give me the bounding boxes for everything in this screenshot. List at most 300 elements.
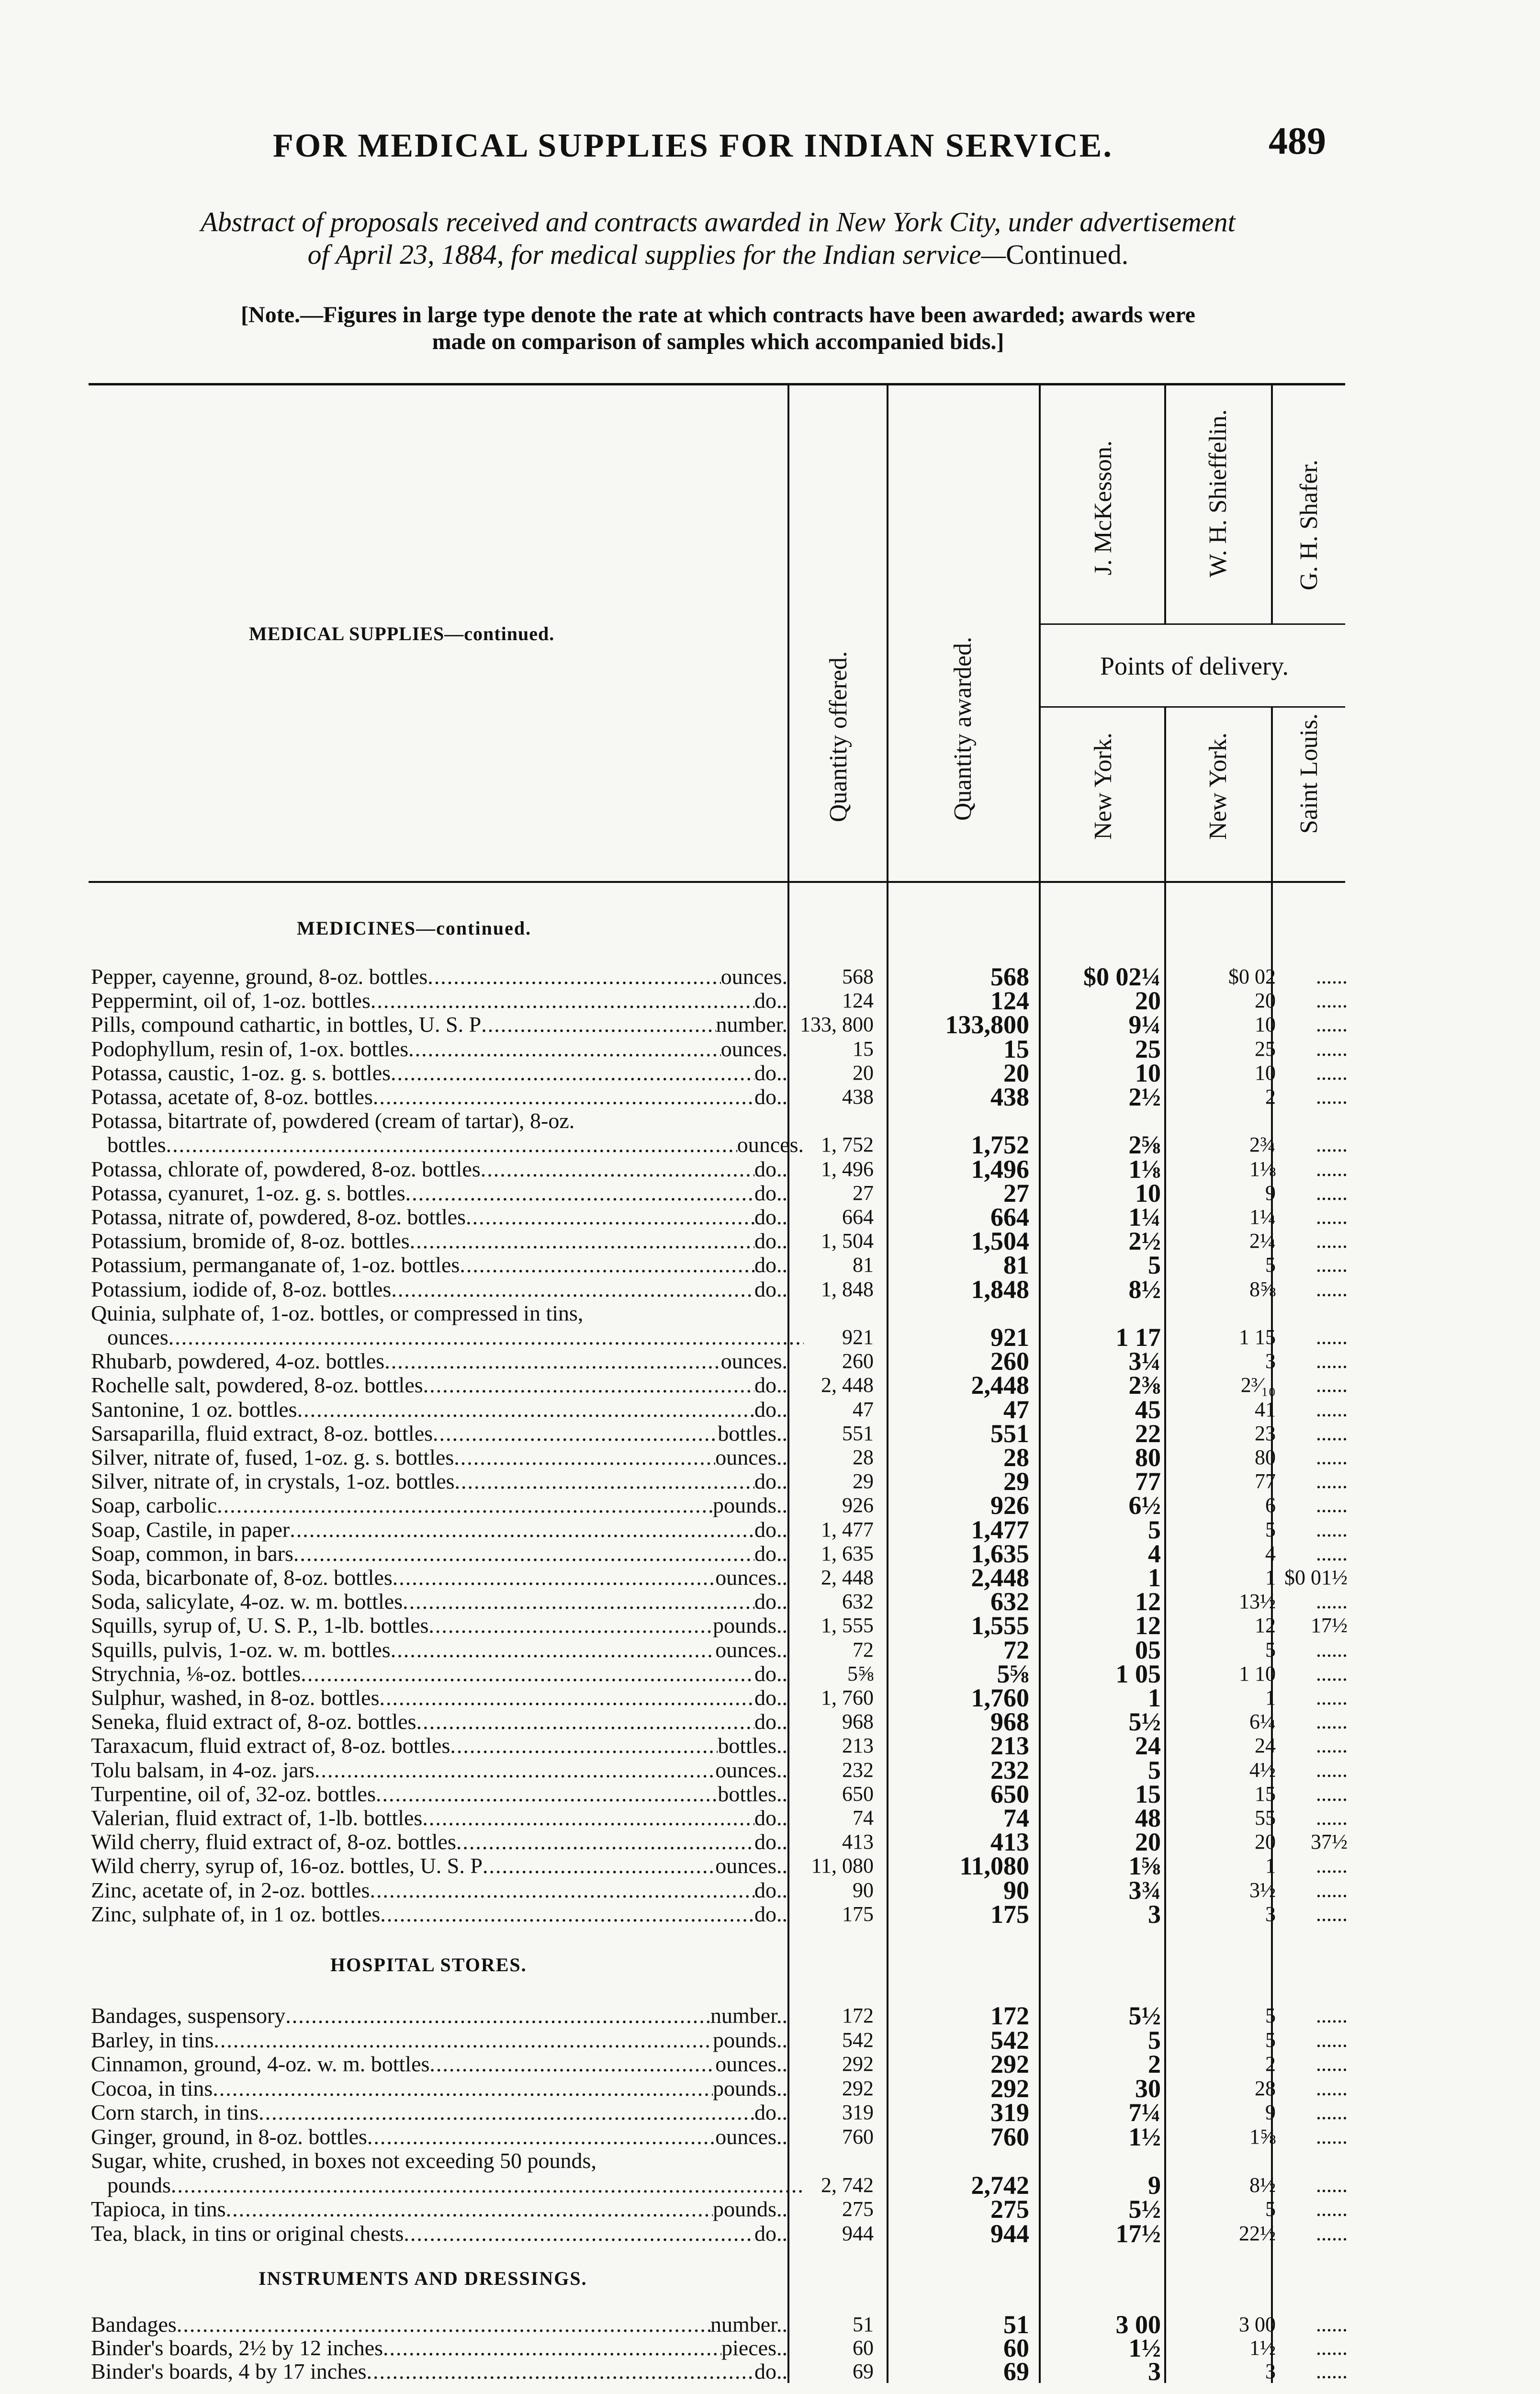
table-row bbox=[0, 1155, 1540, 1184]
price-shafer: ...... bbox=[1316, 1902, 1348, 1926]
price-mckesson: 2½ bbox=[1128, 1227, 1161, 1255]
item-name: Taraxacum, fluid extract of, 8-oz. bottles bbox=[91, 1734, 450, 1758]
item-description bbox=[91, 1229, 787, 1253]
table-row bbox=[0, 1323, 1540, 1352]
item-name: Potassium, iodide of, 8-oz. bottles bbox=[91, 1277, 392, 1301]
price-mckesson: 17½ bbox=[1115, 2219, 1161, 2248]
leader-dots bbox=[171, 2173, 804, 2197]
table-row bbox=[0, 1611, 1540, 1640]
price-shafer: ...... bbox=[1316, 1854, 1348, 1877]
item-unit: do.. bbox=[754, 1253, 787, 1277]
table-row bbox=[0, 1683, 1540, 1712]
quantity-awarded: 2,448 bbox=[971, 1371, 1029, 1400]
quantity-awarded: 81 bbox=[1003, 1251, 1029, 1279]
price-mckesson: 3 bbox=[1148, 1900, 1161, 1929]
item-name: Cocoa, in tins bbox=[91, 2077, 213, 2100]
item-unit: pounds.. bbox=[713, 1493, 787, 1517]
item-name: Strychnia, ⅛-oz. bottles bbox=[91, 1662, 301, 1686]
item-description bbox=[91, 1277, 787, 1301]
price-mckesson: 9¼ bbox=[1128, 1010, 1161, 1039]
quantity-offered-heading: Quantity offered. bbox=[825, 651, 852, 823]
item-name: Bandages, suspensory bbox=[91, 2004, 286, 2028]
item-name: Potassa, chlorate of, powdered, 8-oz. bottles bbox=[91, 1157, 481, 1181]
price-shieffelin: 1¼ bbox=[1249, 1205, 1276, 1229]
price-shafer: ...... bbox=[1316, 1445, 1348, 1469]
quantity-offered: 632 bbox=[842, 1590, 874, 1613]
item-name: Potassium, permanganate of, 1-oz. bottles bbox=[91, 1253, 460, 1277]
price-shieffelin: 20 bbox=[1255, 1830, 1276, 1853]
quantity-offered: 133, 800 bbox=[800, 1013, 874, 1036]
quantity-offered: 921 bbox=[842, 1325, 874, 1349]
table-row bbox=[0, 1491, 1540, 1520]
item-name: Rochelle salt, powdered, 8-oz. bottles bbox=[91, 1373, 423, 1397]
quantity-offered: 542 bbox=[842, 2028, 874, 2052]
price-shieffelin: 1⅝ bbox=[1249, 2125, 1276, 2148]
item-name: Pills, compound cathartic, in bottles, U. S. P bbox=[91, 1013, 482, 1037]
price-mckesson: $0 02¼ bbox=[1083, 962, 1161, 991]
price-mckesson: 1 17 bbox=[1115, 1323, 1161, 1352]
item-name: Soda, bicarbonate of, 8-oz. bottles bbox=[91, 1566, 393, 1590]
quantity-offered: 28 bbox=[853, 1445, 874, 1469]
table-row bbox=[0, 1253, 1540, 1277]
item-description bbox=[91, 989, 787, 1013]
quantity-offered: 944 bbox=[842, 2222, 874, 2245]
item-name: Soap, carbolic bbox=[91, 1493, 217, 1517]
quantity-awarded: 69 bbox=[1003, 2357, 1029, 2386]
item-name: Soap, Castile, in paper bbox=[91, 1518, 290, 1542]
table-row bbox=[0, 962, 1540, 991]
item-description bbox=[91, 1493, 787, 1517]
leader-dots bbox=[217, 1493, 713, 1517]
item-name: Sarsaparilla, fluid extract, 8-oz. bottles bbox=[91, 1422, 433, 1445]
item-description bbox=[91, 1205, 787, 1229]
price-shafer: ...... bbox=[1316, 2173, 1348, 2197]
price-mckesson: 3 00 bbox=[1115, 2310, 1161, 2339]
price-shafer: ...... bbox=[1316, 1085, 1348, 1108]
quantity-offered: 1, 504 bbox=[821, 1229, 874, 1253]
item-name: Corn starch, in tins bbox=[91, 2100, 259, 2124]
price-mckesson: 2⅜ bbox=[1128, 1371, 1161, 1400]
item-name: Turpentine, oil of, 32-oz. bottles bbox=[91, 1782, 376, 1806]
price-mckesson: 45 bbox=[1135, 1395, 1161, 1424]
quantity-offered: 124 bbox=[842, 989, 874, 1012]
item-description bbox=[91, 1590, 787, 1614]
price-mckesson: 3¼ bbox=[1128, 1347, 1161, 1376]
price-mckesson: 1⅛ bbox=[1128, 1155, 1161, 1184]
table-row bbox=[0, 2149, 1540, 2173]
table-row bbox=[0, 1515, 1540, 1544]
table-row bbox=[0, 1130, 1540, 1159]
price-shafer: ...... bbox=[1316, 1758, 1348, 1782]
price-mckesson: 30 bbox=[1135, 2074, 1161, 2103]
delivery-new-york-1: New York. bbox=[1090, 733, 1117, 840]
price-shafer: ...... bbox=[1316, 1686, 1348, 1709]
table-row bbox=[0, 1109, 1540, 1133]
quantity-offered: 1, 848 bbox=[821, 1277, 874, 1301]
table-row bbox=[0, 1806, 1540, 1830]
leader-dots bbox=[422, 1806, 754, 1830]
quantity-offered: 926 bbox=[842, 1493, 874, 1517]
item-description bbox=[91, 1686, 787, 1710]
abstract-continued: Continued. bbox=[1006, 239, 1129, 270]
leader-dots bbox=[405, 1181, 754, 1205]
price-shafer: ...... bbox=[1316, 1806, 1348, 1829]
section-instruments: INSTRUMENTS AND DRESSINGS. bbox=[259, 2268, 587, 2289]
price-shafer: ...... bbox=[1316, 965, 1348, 988]
price-shafer: ...... bbox=[1316, 1398, 1348, 1421]
price-shieffelin: 9 bbox=[1265, 2100, 1276, 2124]
quantity-awarded: 1,848 bbox=[971, 1275, 1029, 1304]
item-name: Bandages bbox=[91, 2313, 177, 2337]
quantity-awarded: 1,496 bbox=[971, 1155, 1029, 1184]
running-title: FOR MEDICAL SUPPLIES FOR INDIAN SERVICE. bbox=[273, 127, 1113, 164]
quantity-offered: 319 bbox=[842, 2100, 874, 2124]
price-shieffelin: 5 bbox=[1265, 2028, 1276, 2052]
leader-dots bbox=[456, 1830, 754, 1854]
table-row bbox=[0, 1638, 1540, 1662]
points-of-delivery-heading: Points of delivery. bbox=[1100, 652, 1289, 680]
item-unit: number. bbox=[716, 1013, 787, 1037]
price-mckesson: 9 bbox=[1148, 2171, 1161, 2200]
item-unit: do.. bbox=[754, 1518, 787, 1542]
abstract-line-1: Abstract of proposals received and contracts awarded in New York City, under advertisement bbox=[201, 206, 1236, 237]
item-name: Zinc, sulphate of, in 1 oz. bottles bbox=[91, 1902, 381, 1926]
item-description bbox=[91, 1398, 787, 1422]
item-name: Ginger, ground, in 8-oz. bottles bbox=[91, 2125, 367, 2149]
table-row bbox=[0, 1010, 1540, 1039]
leader-dots bbox=[293, 1542, 754, 1566]
item-name: bottles bbox=[107, 1133, 166, 1157]
price-shafer: ...... bbox=[1316, 2028, 1348, 2052]
table-row bbox=[0, 2195, 1540, 2224]
price-mckesson: 12 bbox=[1135, 1587, 1161, 1616]
item-description bbox=[91, 1542, 787, 1566]
item-name: Binder's boards, 2½ by 12 inches bbox=[91, 2336, 383, 2360]
item-description bbox=[91, 1662, 787, 1686]
item-description bbox=[91, 1710, 787, 1734]
quantity-awarded: 232 bbox=[990, 1756, 1029, 1784]
item-description bbox=[91, 1614, 787, 1637]
quantity-offered: 90 bbox=[853, 1878, 874, 1902]
quantity-awarded: 319 bbox=[990, 2098, 1029, 2127]
item-description bbox=[91, 2313, 787, 2337]
price-shafer: ...... bbox=[1316, 2360, 1348, 2383]
price-mckesson: 48 bbox=[1135, 1804, 1161, 1832]
item-unit: bottles.. bbox=[718, 1782, 787, 1806]
price-shafer: ...... bbox=[1316, 1037, 1348, 1061]
price-shieffelin: 6 bbox=[1265, 1493, 1276, 1517]
item-unit: ounces.. bbox=[715, 1758, 787, 1782]
price-shafer: ...... bbox=[1316, 1518, 1348, 1541]
item-unit: ounces.. bbox=[715, 1566, 787, 1590]
item-description bbox=[91, 2004, 787, 2028]
quantity-offered: 2, 742 bbox=[821, 2173, 874, 2197]
price-shieffelin: 24 bbox=[1255, 1734, 1276, 1757]
abstract-line-2 bbox=[91, 238, 1345, 271]
table-row bbox=[0, 2074, 1540, 2103]
table-row bbox=[0, 2310, 1540, 2339]
item-name: Valerian, fluid extract of, 1-lb. bottles bbox=[91, 1806, 423, 1830]
leader-dots bbox=[408, 1037, 721, 1061]
item-unit: do.. bbox=[754, 1373, 787, 1397]
item-unit: do.. bbox=[754, 1469, 787, 1493]
price-mckesson: 12 bbox=[1135, 1611, 1161, 1640]
item-unit: do.. bbox=[754, 1277, 787, 1301]
leader-dots bbox=[410, 1229, 754, 1253]
quantity-offered: 1, 477 bbox=[821, 1518, 874, 1541]
item-name: Zinc, acetate of, in 2-oz. bottles bbox=[91, 1878, 370, 1902]
item-name: Silver, nitrate of, fused, 1-oz. g. s. bottles bbox=[91, 1445, 454, 1469]
item-unit: do.. bbox=[754, 1806, 787, 1830]
leader-dots bbox=[315, 1758, 715, 1782]
price-mckesson: 1⅝ bbox=[1128, 1852, 1161, 1880]
price-shieffelin: 1 15 bbox=[1239, 1325, 1276, 1349]
quantity-offered: 1, 752 bbox=[821, 1133, 874, 1156]
item-name: Squills, pulvis, 1-oz. w. m. bottles bbox=[91, 1638, 391, 1662]
item-unit: do.. bbox=[754, 1205, 787, 1229]
leader-dots bbox=[481, 1157, 754, 1181]
quantity-offered: 760 bbox=[842, 2125, 874, 2148]
quantity-offered: 69 bbox=[853, 2360, 874, 2383]
table-row bbox=[0, 1371, 1540, 1400]
item-unit: ounces.. bbox=[715, 1638, 787, 1662]
quantity-awarded: 5⅝ bbox=[997, 1660, 1029, 1688]
table-row bbox=[0, 1395, 1540, 1424]
price-mckesson: 2½ bbox=[1128, 1083, 1161, 1111]
item-name: Sulphur, washed, in 8-oz. bottles bbox=[91, 1686, 380, 1710]
points-of-delivery-top-rule bbox=[1039, 623, 1345, 625]
leader-dots bbox=[169, 1325, 804, 1349]
price-shafer: ...... bbox=[1316, 1277, 1348, 1301]
price-shieffelin: 28 bbox=[1255, 2077, 1276, 2100]
quantity-offered: 27 bbox=[853, 1181, 874, 1205]
price-mckesson: 1 05 bbox=[1115, 1660, 1161, 1688]
table-row bbox=[0, 2336, 1540, 2360]
quantity-offered: 275 bbox=[842, 2197, 874, 2221]
item-name: Seneka, fluid extract of, 8-oz. bottles bbox=[91, 1710, 416, 1734]
item-description bbox=[91, 1469, 787, 1493]
table-row bbox=[0, 986, 1540, 1015]
item-name: Silver, nitrate of, in crystals, 1-oz. bottles bbox=[91, 1469, 455, 1493]
table-row bbox=[0, 1347, 1540, 1376]
item-unit: ounces.. bbox=[715, 2125, 787, 2149]
price-shieffelin: 3 bbox=[1265, 2360, 1276, 2383]
item-unit: ounces. bbox=[720, 1349, 787, 1373]
leader-dots bbox=[416, 1710, 754, 1734]
item-description bbox=[91, 1349, 787, 1373]
item-name: Soda, salicylate, 4-oz. w. m. bottles bbox=[91, 1590, 403, 1614]
item-name: Barley, in tins bbox=[91, 2028, 214, 2052]
quantity-offered: 1, 555 bbox=[821, 1614, 874, 1637]
quantity-awarded: 632 bbox=[990, 1587, 1029, 1616]
price-mckesson: 5½ bbox=[1128, 2001, 1161, 2030]
quantity-offered: 20 bbox=[853, 1061, 874, 1084]
item-unit: do.. bbox=[754, 2222, 787, 2246]
leader-dots bbox=[454, 1445, 715, 1469]
table-row bbox=[0, 1085, 1540, 1109]
table-row bbox=[0, 1275, 1540, 1304]
price-shieffelin: 1 bbox=[1265, 1854, 1276, 1877]
price-shafer: ...... bbox=[1316, 1878, 1348, 1902]
item-unit: bottles.. bbox=[718, 1734, 787, 1758]
item-unit: do.. bbox=[754, 1157, 787, 1181]
item-name: Squills, syrup of, U. S. P., 1-lb. bottles bbox=[91, 1614, 429, 1637]
leader-dots bbox=[427, 965, 720, 989]
price-shieffelin: 10 bbox=[1255, 1013, 1276, 1036]
item-description bbox=[91, 1566, 787, 1590]
quantity-offered: 29 bbox=[853, 1469, 874, 1493]
item-description bbox=[91, 1253, 787, 1277]
quantity-awarded: 292 bbox=[990, 2050, 1029, 2078]
quantity-offered: 172 bbox=[842, 2004, 874, 2027]
item-description bbox=[91, 1830, 787, 1854]
quantity-offered: 1, 635 bbox=[821, 1542, 874, 1565]
table-row bbox=[0, 1301, 1540, 1325]
price-shafer: ...... bbox=[1316, 1181, 1348, 1205]
price-shieffelin: 3 bbox=[1265, 1349, 1276, 1373]
price-mckesson: 5½ bbox=[1128, 1707, 1161, 1736]
price-shieffelin: 5 bbox=[1265, 1638, 1276, 1661]
price-shieffelin: 41 bbox=[1255, 1398, 1276, 1421]
price-shieffelin: 3 bbox=[1265, 1902, 1276, 1926]
item-name: ounces bbox=[107, 1325, 169, 1349]
bidder-mckesson-heading: J. McKesson. bbox=[1090, 440, 1117, 576]
price-shafer: ...... bbox=[1316, 2100, 1348, 2124]
price-shafer: ...... bbox=[1316, 1590, 1348, 1613]
item-name: Rhubarb, powdered, 4-oz. bottles bbox=[91, 1349, 385, 1373]
item-description bbox=[91, 2077, 787, 2100]
item-description bbox=[91, 2125, 787, 2149]
price-mckesson: 1 bbox=[1148, 1563, 1161, 1592]
item-name: Potassa, caustic, 1-oz. g. s. bottles bbox=[91, 1061, 391, 1085]
leader-dots bbox=[213, 2077, 713, 2100]
price-mckesson: 2⅝ bbox=[1128, 1130, 1161, 1159]
table-row bbox=[0, 1587, 1540, 1616]
price-shafer: ...... bbox=[1316, 2222, 1348, 2245]
quantity-offered: 2, 448 bbox=[821, 1373, 874, 1397]
item-unit: do.. bbox=[754, 1878, 787, 1902]
table-row bbox=[0, 1876, 1540, 1905]
price-shafer: ...... bbox=[1316, 1782, 1348, 1806]
quantity-awarded: 275 bbox=[990, 2195, 1029, 2224]
price-mckesson: 20 bbox=[1135, 1828, 1161, 1856]
leader-dots bbox=[367, 2125, 715, 2149]
price-mckesson: 10 bbox=[1135, 1179, 1161, 1208]
leader-dots bbox=[404, 2222, 754, 2246]
quantity-awarded: 60 bbox=[1003, 2334, 1029, 2362]
quantity-awarded: 1,752 bbox=[971, 1130, 1029, 1159]
item-name: Wild cherry, fluid extract of, 8-oz. bottles bbox=[91, 1830, 456, 1854]
price-mckesson: 8½ bbox=[1128, 1275, 1161, 1304]
item-unit: ounces.. bbox=[715, 2052, 787, 2076]
quantity-awarded: 27 bbox=[1003, 1179, 1029, 1208]
quantity-offered: 1, 496 bbox=[821, 1157, 874, 1181]
quantity-awarded: 2,448 bbox=[971, 1563, 1029, 1592]
item-name: Santonine, 1 oz. bottles bbox=[91, 1398, 297, 1422]
leader-dots bbox=[383, 2336, 721, 2360]
price-mckesson: 24 bbox=[1135, 1731, 1161, 1760]
quantity-awarded: 568 bbox=[990, 962, 1029, 991]
price-shieffelin: 1 10 bbox=[1239, 1662, 1276, 1685]
item-unit: ounces. bbox=[737, 1133, 804, 1157]
item-unit: ounces.. bbox=[715, 1854, 787, 1878]
table-row bbox=[0, 1662, 1540, 1686]
table-row bbox=[0, 1830, 1540, 1854]
column-rule-5 bbox=[1271, 385, 1273, 625]
leader-dots bbox=[428, 1614, 713, 1637]
item-name: Binder's boards, 4 by 17 inches bbox=[91, 2360, 367, 2383]
item-description bbox=[91, 1133, 804, 1157]
leader-dots bbox=[166, 1133, 737, 1157]
item-unit: ounces. bbox=[720, 1037, 787, 1061]
quantity-awarded: 260 bbox=[990, 1347, 1029, 1376]
quantity-awarded: 172 bbox=[990, 2001, 1029, 2030]
item-unit: do.. bbox=[754, 1590, 787, 1614]
price-mckesson: 5 bbox=[1148, 1251, 1161, 1279]
price-shieffelin: 25 bbox=[1255, 1037, 1276, 1061]
quantity-awarded: 15 bbox=[1003, 1035, 1029, 1063]
bidder-shafer-heading: G. H. Shafer. bbox=[1295, 460, 1323, 590]
item-description bbox=[91, 1638, 787, 1662]
quantity-offered: 5⅝ bbox=[847, 1662, 874, 1685]
quantity-awarded: 72 bbox=[1003, 1636, 1029, 1664]
price-shieffelin: 20 bbox=[1255, 989, 1276, 1012]
price-mckesson: 1½ bbox=[1128, 2123, 1161, 2151]
item-description bbox=[91, 1085, 787, 1109]
table-row bbox=[0, 2125, 1540, 2149]
price-shieffelin: 55 bbox=[1255, 1806, 1276, 1829]
leader-dots bbox=[384, 1349, 721, 1373]
quantity-offered: 60 bbox=[853, 2336, 874, 2360]
leader-dots bbox=[450, 1734, 718, 1758]
price-mckesson: 5 bbox=[1148, 1515, 1161, 1544]
quantity-awarded: 551 bbox=[990, 1419, 1029, 1448]
quantity-awarded: 133,800 bbox=[945, 1010, 1029, 1039]
leader-dots bbox=[391, 1638, 716, 1662]
item-unit: pounds.. bbox=[713, 2077, 787, 2100]
leader-dots bbox=[380, 1902, 754, 1926]
price-shafer: ...... bbox=[1316, 1349, 1348, 1373]
price-shieffelin: 1⅛ bbox=[1249, 1157, 1276, 1181]
item-unit: do.. bbox=[754, 1061, 787, 1085]
item-name: Tapioca, in tins bbox=[91, 2197, 226, 2221]
item-name: Potassium, bromide of, 8-oz. bottles bbox=[91, 1229, 410, 1253]
item-description bbox=[91, 1806, 787, 1830]
item-name: Pepper, cayenne, ground, 8-oz. bottles bbox=[91, 965, 428, 989]
leader-dots bbox=[259, 2100, 754, 2124]
price-mckesson: 5½ bbox=[1128, 2195, 1161, 2224]
leader-dots bbox=[393, 1566, 715, 1590]
item-description bbox=[91, 2149, 787, 2173]
price-mckesson: 3 bbox=[1148, 2357, 1161, 2386]
quantity-offered: 1, 760 bbox=[821, 1686, 874, 1709]
price-shieffelin: 80 bbox=[1255, 1445, 1276, 1469]
quantity-awarded: 11,080 bbox=[959, 1852, 1029, 1880]
table-row bbox=[0, 1419, 1540, 1448]
quantity-awarded: 1,477 bbox=[971, 1515, 1029, 1544]
price-shieffelin: 1½ bbox=[1249, 2336, 1276, 2360]
leader-dots bbox=[370, 1878, 754, 1902]
table-row bbox=[0, 2001, 1540, 2030]
bidder-shieffelin-heading: W. H. Shieffelin. bbox=[1204, 409, 1232, 577]
item-description bbox=[91, 2336, 787, 2360]
price-shafer: 17½ bbox=[1311, 1614, 1348, 1637]
leader-dots bbox=[177, 2313, 710, 2337]
quantity-offered: 968 bbox=[842, 1710, 874, 1733]
quantity-offered: 650 bbox=[842, 1782, 874, 1806]
leader-dots bbox=[466, 1205, 754, 1229]
note-line-1: [Note.—Figures in large type denote the rate at which contracts have been awarded; awards were bbox=[241, 302, 1195, 327]
